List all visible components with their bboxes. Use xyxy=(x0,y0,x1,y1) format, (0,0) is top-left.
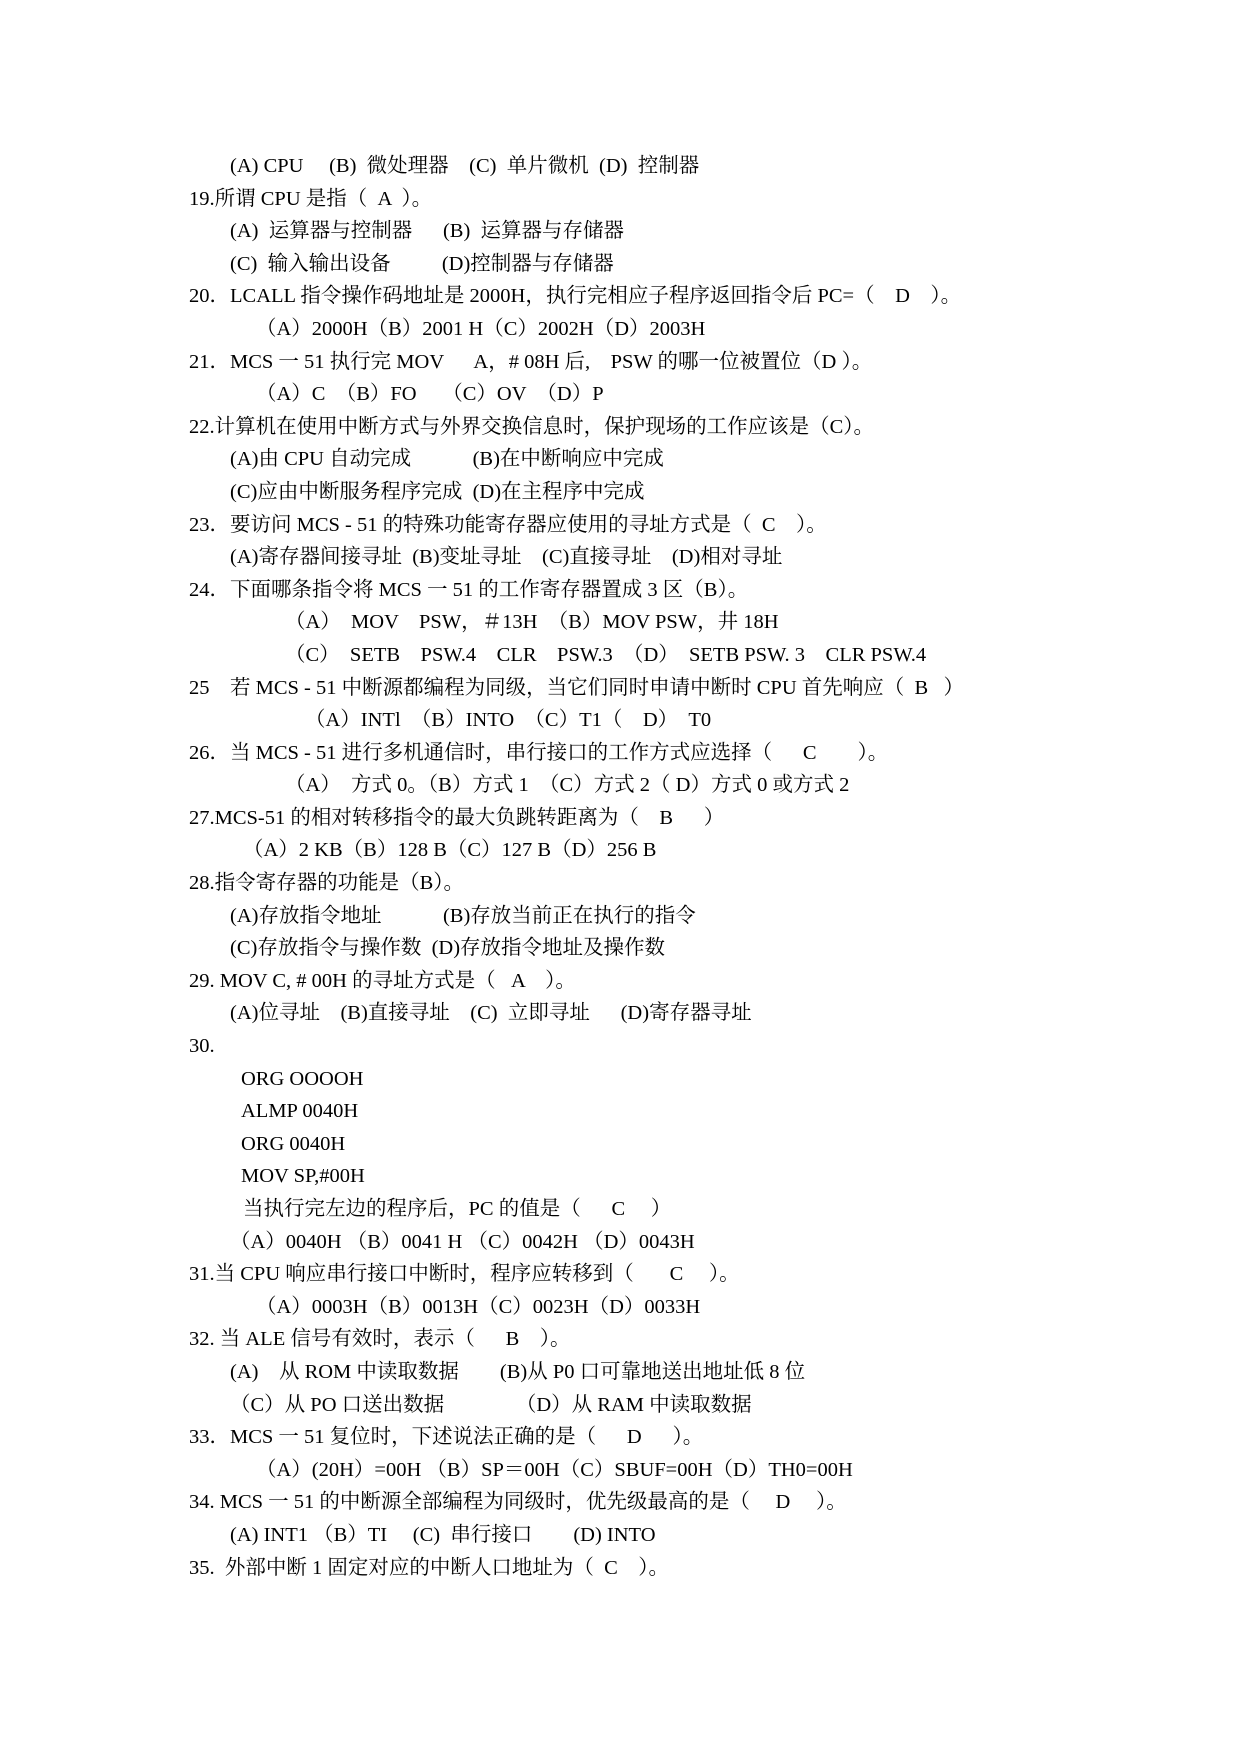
q18-options: (A) CPU (B) 微处理器 (C) 单片微机 (D) 控制器 xyxy=(230,155,700,177)
q30-code-line-3: ORG 0040H xyxy=(241,1132,346,1155)
q26-question: 26．当 MCS - 51 进行多机通信时，串行接口的工作方式应选择（ C ）。 xyxy=(189,741,889,764)
q32-options-ab: (A) 从 ROM 中读取数据 (B)从 P0 口可靠地送出地址低 8 位 xyxy=(230,1360,806,1383)
q27-question: 27.MCS-51 的相对转移指令的最大负跳转距离为（ B ） xyxy=(189,806,725,829)
q24-options-ab: （A） MOV PSW，＃13H （B）MOV PSW，井 18H xyxy=(285,611,779,634)
q30-code-line-2: ALMP 0040H xyxy=(241,1100,359,1123)
q34-question: 34. MCS 一 51 的中断源全部编程为同级时，优先级最高的是（ D ）。 xyxy=(189,1491,847,1514)
q21-question: 21．MCS 一 51 执行完 MOV A，# 08H 后, PSW 的哪一位被置位（D ）。 xyxy=(189,350,873,373)
q19-question: 19.所谓 CPU 是指（ A ）。 xyxy=(189,187,433,210)
q22-options-cd: (C)应由中断服务程序完成 (D)在主程序中完成 xyxy=(230,480,645,503)
q24-options-cd: （C） SETB PSW.4 CLR PSW.3 （D） SETB PSW. 3 CLR PSW.4 xyxy=(285,643,927,666)
q26-options: （A） 方式 0。（B）方式 1 （C）方式 2（ D）方式 0 或方式 2 xyxy=(285,774,850,797)
q31-question: 31.当 CPU 响应串行接口中断时，程序应转移到（ C ）。 xyxy=(189,1263,740,1286)
q28-question: 28.指令寄存器的功能是（B）。 xyxy=(189,872,465,895)
q30-number: 30. xyxy=(189,1035,215,1058)
q33-options: （A）(20H）=00H （B）SP＝00H（C）SBUF=00H（D）TH0=00H xyxy=(256,1458,853,1481)
q22-question: 22.计算机在使用中断方式与外界交换信息时，保护现场的工作应该是（C）。 xyxy=(189,415,875,438)
q22-options-ab: (A)由 CPU 自动完成 (B)在中断响应中完成 xyxy=(230,448,664,471)
q30-options: （A）0040H （B）0041 H （C）0042H （D）0043H xyxy=(230,1230,695,1253)
q35-question: 35. 外部中断 1 固定对应的中断人口地址为（ C ）。 xyxy=(189,1556,670,1579)
q27-options: （A）2 KB（B）128 B（C）127 B（D）256 B xyxy=(243,839,657,862)
q19-options-ab: (A) 运算器与控制器 (B) 运算器与存储器 xyxy=(230,220,625,243)
q32-question: 32. 当 ALE 信号有效时，表示（ B ）。 xyxy=(189,1328,571,1351)
q21-options: （A）C （B）FO （C）OV （D）P xyxy=(256,383,604,406)
q29-options: (A)位寻址 (B)直接寻址 (C) 立即寻址 (D)寄存器寻址 xyxy=(230,1002,752,1025)
q31-options: （A）0003H（B）0013H（C）0023H（D）0033H xyxy=(256,1295,701,1318)
q24-question: 24．下面哪条指令将 MCS 一 51 的工作寄存器置成 3 区（B）。 xyxy=(189,578,749,601)
q29-question: 29. MOV C, # 00H 的寻址方式是（ A ）。 xyxy=(189,969,576,992)
question-list xyxy=(0,150,1241,1584)
q30-code-line-1: ORG OOOOH xyxy=(241,1067,364,1090)
q30-code-line-4: MOV SP,#00H xyxy=(241,1165,365,1188)
q28-options-cd: (C)存放指令与操作数 (D)存放指令地址及操作数 xyxy=(230,937,666,960)
q23-options: (A)寄存器间接寻址 (B)变址寻址 (C)直接寻址 (D)相对寻址 xyxy=(230,546,783,569)
q19-options-cd: (C) 输入输出设备 (D)控制器与存储器 xyxy=(230,252,614,275)
q25-options: （A）INTl （B）INTO （C）T1（ D） T0 xyxy=(305,709,712,732)
q28-options-ab: (A)存放指令地址 (B)存放当前正在执行的指令 xyxy=(230,904,696,927)
q25-question: 25 若 MCS - 51 中断源都编程为同级，当它们同时申请中断时 CPU 首先响应（ B ） xyxy=(189,676,965,699)
q20-options: （A）2000H（B）2001 H（C）2002H（D）2003H xyxy=(256,317,706,340)
q34-options: (A) INT1 （B）TI (C) 串行接口 (D) INTO xyxy=(230,1523,656,1546)
q32-options-cd: （C）从 PO 口送出数据 （D）从 RAM 中读取数据 xyxy=(230,1393,752,1416)
q30-question: 当执行完左边的程序后，PC 的值是（ C ） xyxy=(243,1198,672,1220)
q20-question: 20．LCALL 指令操作码地址是 2000H，执行完相应子程序返回指令后 PC=（ D ）。 xyxy=(189,285,962,308)
q33-question: 33．MCS 一 51 复位时，下述说法正确的是（ D ）。 xyxy=(189,1426,704,1449)
q23-question: 23．要访问 MCS - 51 的特殊功能寄存器应使用的寻址方式是（ C ）。 xyxy=(189,513,827,536)
